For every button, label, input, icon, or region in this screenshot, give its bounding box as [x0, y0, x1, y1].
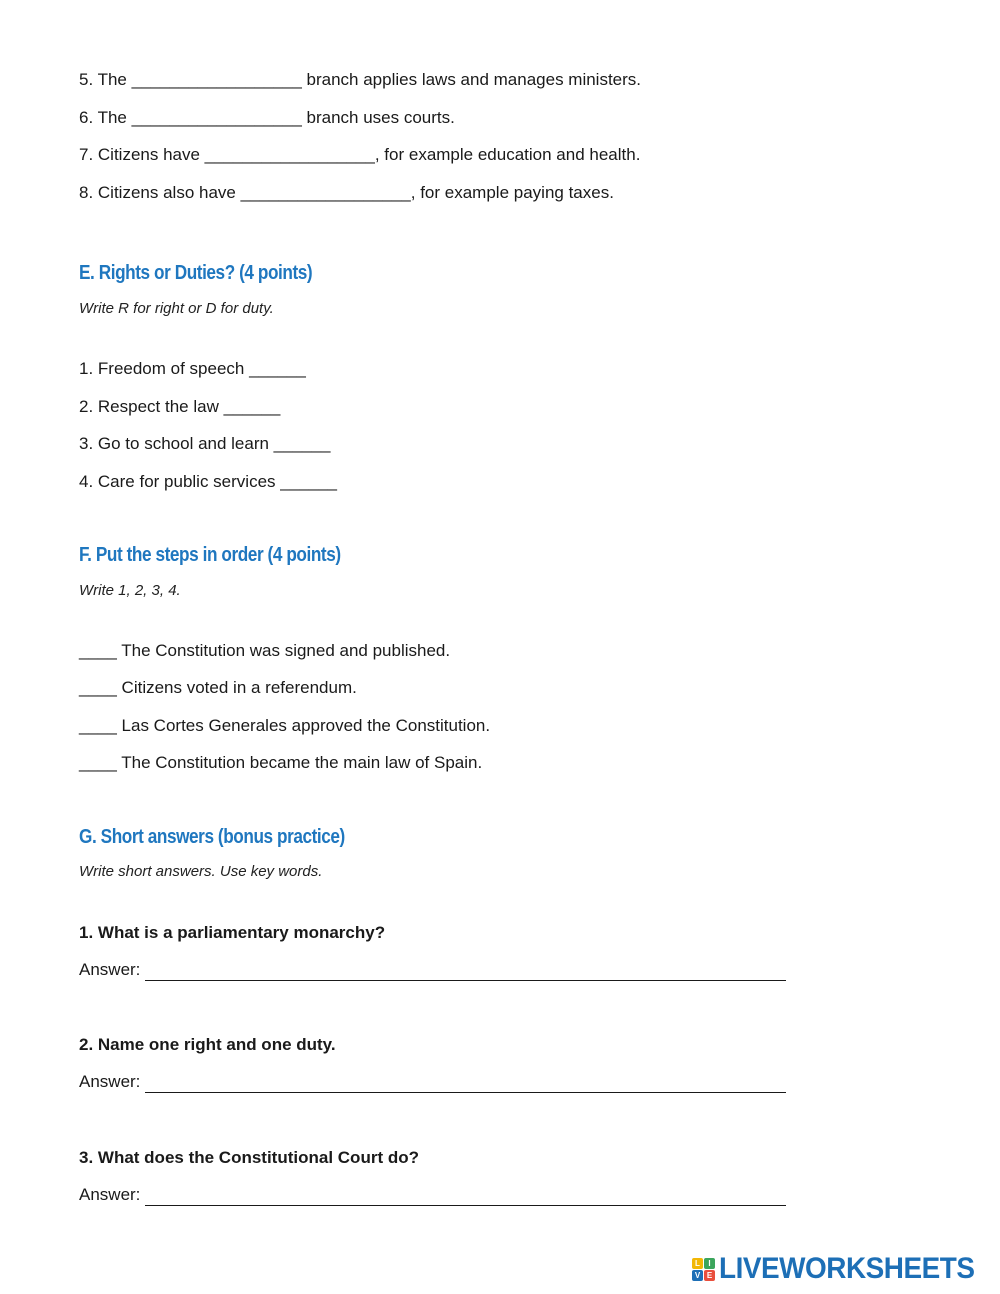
section-f-item-3: ____ Las Cortes Generales approved the Constitution. [79, 716, 491, 735]
answer-label: Answer: [79, 1072, 141, 1091]
section-d-item-5: 5. The __________________ branch applies laws and manages ministers. [79, 70, 642, 89]
question-3: 3. What does the Constitutional Court do? [79, 1148, 419, 1167]
section-d-item-6: 6. The __________________ branch uses courts. [79, 108, 455, 127]
answer-row-3 [79, 1184, 786, 1206]
answer-row-2 [79, 1071, 786, 1093]
section-e-item-2: 2. Respect the law ______ [79, 397, 281, 416]
question-1: 1. What is a parliamentary monarchy? [79, 923, 386, 942]
section-e-item-4: 4. Care for public services ______ [79, 472, 337, 491]
liveworksheets-logo [692, 1254, 994, 1284]
section-f-instruction: Write 1, 2, 3, 4. [79, 582, 181, 599]
section-e-item-1: 1. Freedom of speech ______ [79, 359, 306, 378]
section-e-instruction: Write R for right or D for duty. [79, 300, 274, 317]
logo-text: LIVEWORKSHEETS [719, 1252, 975, 1285]
section-g-instruction: Write short answers. Use key words. [79, 863, 323, 880]
answer-label: Answer: [79, 960, 141, 979]
section-d-item-7: 7. Citizens have __________________, for example education and health. [79, 145, 641, 164]
answer-row-1 [79, 959, 786, 981]
section-f-title: F. Put the steps in order (4 points) [79, 544, 341, 566]
logo-badge-e: E [704, 1270, 715, 1281]
section-f-item-2: ____ Citizens voted in a referendum. [79, 678, 357, 697]
logo-badge-l: L [692, 1258, 703, 1269]
section-f-item-4: ____ The Constitution became the main law of Spain. [79, 753, 483, 772]
logo-badge-icon [692, 1258, 715, 1281]
section-f-item-1: ____ The Constitution was signed and published. [79, 641, 451, 660]
answer-line-2[interactable] [145, 1075, 786, 1093]
logo-badge-v: V [692, 1270, 703, 1281]
answer-line-1[interactable] [145, 963, 786, 981]
answer-label: Answer: [79, 1185, 141, 1204]
section-g-title: G. Short answers (bonus practice) [79, 826, 345, 848]
section-d-item-8: 8. Citizens also have __________________, for example paying taxes. [79, 183, 614, 202]
answer-line-3[interactable] [145, 1188, 786, 1206]
logo-badge-i: I [704, 1258, 715, 1269]
section-e-title: E. Rights or Duties? (4 points) [79, 262, 313, 284]
question-2: 2. Name one right and one duty. [79, 1035, 336, 1054]
section-e-item-3: 3. Go to school and learn ______ [79, 434, 331, 453]
